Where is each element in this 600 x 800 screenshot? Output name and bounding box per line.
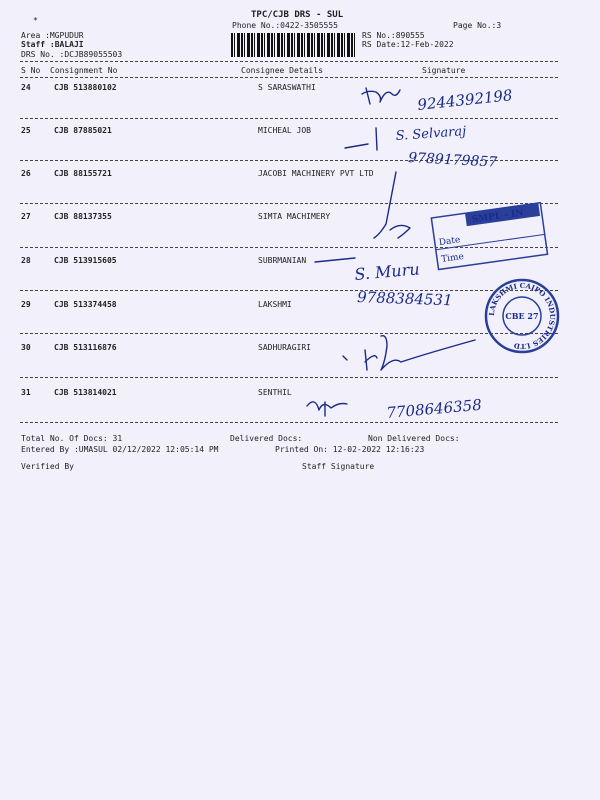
- row-consignee: SENTHIL: [258, 388, 292, 397]
- staff-field: Staff :BALAJI: [21, 40, 84, 49]
- top-mark: *: [33, 16, 38, 25]
- row-consignment: CJB 88137355: [54, 212, 112, 221]
- col-signature: Signature: [422, 66, 466, 75]
- smpl-stamp-time: Time: [440, 251, 465, 265]
- row-consignment: CJB 513880102: [54, 83, 117, 92]
- row-sno: 24: [21, 83, 31, 92]
- row-consignment: CJB 87885021: [54, 126, 112, 135]
- verified-by: Verified By: [21, 462, 74, 471]
- drs-number: DRS No. :DCJB89055503: [21, 50, 123, 59]
- row-consignee: SIMTA MACHIMERY: [258, 212, 331, 221]
- row-sno: 27: [21, 212, 31, 221]
- row-consignment: CJB 88155721: [54, 169, 112, 178]
- signature-row30: [335, 326, 485, 376]
- row-consignee: LAKSHMI: [258, 300, 292, 309]
- smpl-stamp-title: SMPL - IN: [471, 208, 525, 226]
- document-title: TPC/CJB DRS - SUL: [251, 10, 344, 20]
- phone-number: Phone No.:0422-3505555: [232, 21, 338, 30]
- page-number: Page No.:3: [453, 21, 502, 30]
- non-delivered-docs: Non Delivered Docs:: [368, 434, 460, 443]
- row-consignment: CJB 513814021: [54, 388, 117, 397]
- row-consignee: MICHEAL JOB: [258, 126, 311, 135]
- row-sno: 26: [21, 169, 31, 178]
- row-sno: 31: [21, 388, 31, 397]
- row-consignment: CJB 513374458: [54, 300, 117, 309]
- signature-row31-phone: 7708646358: [385, 395, 483, 422]
- col-consignee: Consignee Details: [241, 66, 323, 75]
- row-consignee: JACOBI MACHINERY PVT LTD: [258, 169, 374, 178]
- barcode: [231, 33, 357, 57]
- signature-row25-name: S. Selvaraj: [395, 124, 467, 144]
- row-consignee: SADHURAGIRI: [258, 343, 311, 352]
- svg-text:LAKSHMI CAIPO INDUSTRIES LTD: LAKSHMI CAIPO INDUSTRIES LTD: [486, 280, 558, 352]
- row-consignee: S SARASWATHI: [258, 83, 316, 92]
- signature-row25: [340, 120, 540, 171]
- col-sno: S No: [21, 66, 41, 75]
- row-sno: 30: [21, 343, 31, 352]
- signature-row28-phone: 9788384531: [356, 288, 453, 310]
- signature-row24: [360, 80, 530, 120]
- area-field: Area :MGPUDUR: [21, 31, 84, 40]
- entered-by: Entered By :UMASUL 02/12/2022 12:05:14 PM: [21, 445, 219, 454]
- total-docs: Total No. Of Docs: 31: [21, 434, 123, 443]
- printed-on: Printed On: 12-02-2022 12:16:23: [275, 445, 425, 454]
- signature-row26-27: [370, 168, 430, 248]
- row-sno: 28: [21, 256, 31, 265]
- staff-signature: Staff Signature: [302, 462, 375, 471]
- company-seal: [482, 276, 562, 356]
- rs-number: RS No.:890555: [362, 31, 425, 40]
- header-rule-top: [20, 61, 558, 62]
- row-sno: 29: [21, 300, 31, 309]
- delivered-docs: Delivered Docs:: [230, 434, 303, 443]
- row-consignee: SUBRMANIAN: [258, 256, 307, 265]
- smpl-stamp-date: Date: [438, 235, 461, 249]
- header-rule-bottom: [20, 77, 558, 78]
- table-row: [20, 169, 558, 183]
- signature-row24-phone: 9244392198: [416, 86, 514, 114]
- row-consignment: CJB 513116876: [54, 343, 117, 352]
- row-sno: 25: [21, 126, 31, 135]
- row-divider: [20, 377, 558, 378]
- signature-row25-phone: 9789179857: [407, 150, 498, 171]
- rs-date: RS Date:12-Feb-2022: [362, 40, 454, 49]
- smpl-stamp: [428, 198, 553, 268]
- signature-row31: [305, 392, 535, 428]
- col-consignment: Consignment No: [50, 66, 118, 75]
- signature-row28-name: S. Muru: [353, 259, 421, 284]
- svg-text:CBE 27: CBE 27: [505, 311, 539, 321]
- row-consignment: CJB 513915605: [54, 256, 117, 265]
